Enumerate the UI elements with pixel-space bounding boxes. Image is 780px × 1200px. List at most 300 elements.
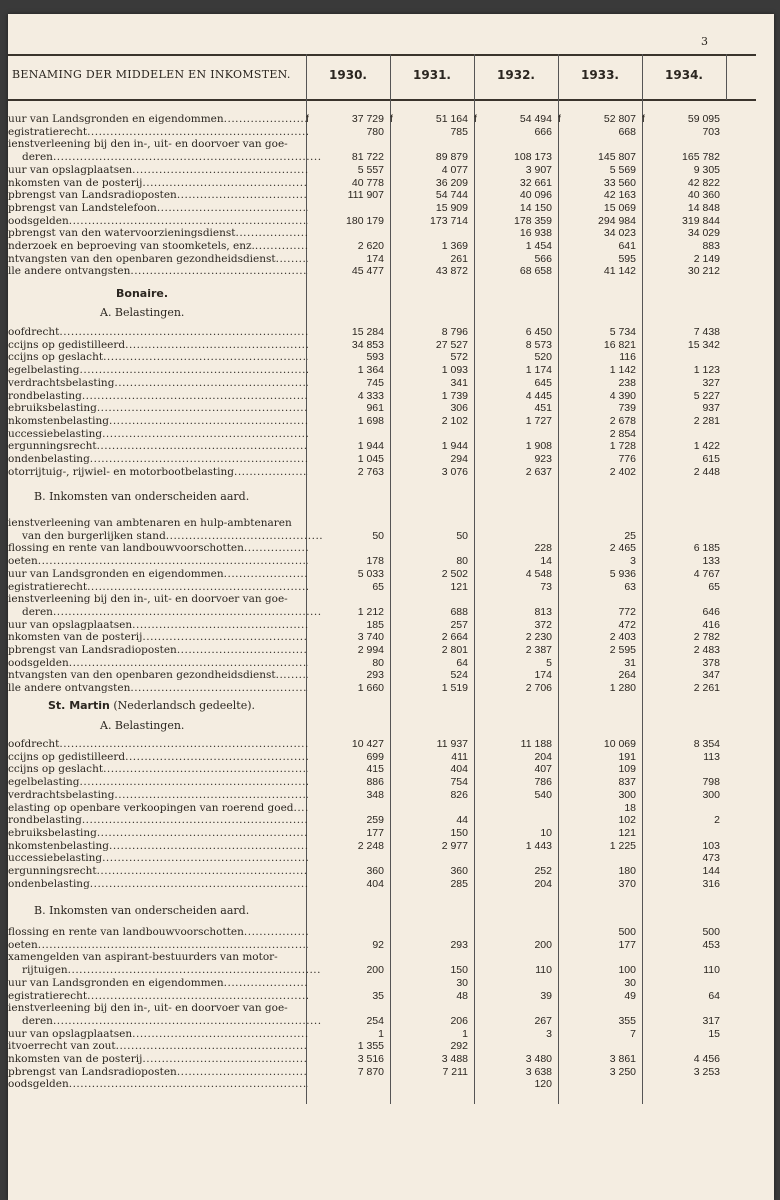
row-value: 257: [450, 618, 468, 631]
row-value: 50: [456, 529, 468, 542]
row-value: 472: [618, 618, 636, 631]
row-value: 2 637: [525, 465, 552, 478]
row-label: deren .....: [8, 606, 322, 619]
row-value: 4 077: [441, 163, 468, 176]
row-value: 165 782: [682, 151, 720, 164]
year-1930: 1930.: [329, 68, 367, 82]
row-value: 813: [534, 605, 552, 618]
row-value: 645: [534, 376, 552, 389]
row-value: 34 029: [687, 227, 720, 240]
table-row: [8, 164, 768, 177]
row-value: 641: [618, 240, 636, 252]
document-page: [8, 14, 774, 1200]
table-row: [8, 440, 768, 453]
row-value: 100: [618, 964, 636, 977]
column-title: BENAMING DER MIDDELEN EN INKOMSTEN.: [12, 68, 291, 81]
table-row: [8, 151, 768, 164]
row-value: 785: [450, 125, 468, 138]
table-row: [8, 415, 768, 428]
row-value: 11 188: [520, 738, 552, 750]
row-value: 10 427: [351, 738, 384, 750]
row-label: uur van opslagplaatsen .....: [8, 164, 308, 177]
row-value: 453: [702, 938, 720, 951]
row-value: 54 744: [435, 189, 468, 202]
row-value: 372: [534, 618, 552, 631]
row-value: 473: [702, 852, 720, 865]
row-value: 110: [703, 964, 720, 977]
subsection-a-st-martin: A. Belastingen.: [100, 719, 185, 732]
row-label: pbrengst van Landsradioposten .....: [8, 1066, 308, 1079]
row-label: ccijns op geslacht .....: [8, 763, 308, 776]
row-value: 1 908: [525, 440, 552, 453]
row-value: 44: [456, 814, 468, 827]
table-row: [8, 339, 768, 352]
row-value: 2 763: [357, 465, 384, 478]
row-value: 500: [618, 926, 636, 938]
row-label: nderzoek en beproeving van stoomketels, enz. .....: [8, 240, 308, 253]
row-value: 294 984: [598, 214, 636, 227]
table-row: [8, 240, 768, 253]
row-value: 1 123: [693, 364, 720, 377]
row-value: 1 660: [357, 682, 384, 695]
table-row: [8, 1040, 768, 1053]
table-row: [8, 802, 768, 815]
row-value: 2 678: [609, 414, 636, 427]
row-value: 73: [540, 580, 552, 593]
row-value: 615: [702, 453, 720, 465]
row-value: 40 096: [519, 189, 552, 202]
top-rule: [8, 54, 756, 56]
row-value: 2 664: [441, 631, 468, 644]
row-value: 3 638: [525, 1065, 552, 1078]
row-value: 3 076: [441, 465, 468, 478]
row-value: 1 698: [357, 414, 384, 427]
row-value: 109: [618, 763, 636, 776]
row-value: 252: [534, 865, 552, 877]
row-value: 370: [618, 877, 636, 890]
table-row: [8, 631, 768, 644]
row-value: 185: [366, 618, 384, 631]
currency-symbol: f: [558, 113, 561, 125]
table-row: [8, 1028, 768, 1041]
row-value: 9 305: [693, 163, 720, 176]
table-row: [8, 253, 768, 266]
row-value: 43 872: [435, 265, 468, 278]
row-value: 15 342: [687, 338, 720, 351]
row-value: 355: [618, 1014, 636, 1027]
row-value: 49: [624, 989, 636, 1002]
row-value: 48: [456, 989, 468, 1002]
row-value: 173 714: [430, 214, 468, 227]
row-value: 360: [450, 865, 468, 877]
row-value: 54 494: [519, 113, 552, 125]
row-value: 267: [534, 1014, 552, 1027]
row-label: egelbelasting .....: [8, 776, 308, 789]
table-row: [8, 402, 768, 415]
row-value: 745: [366, 376, 384, 389]
row-value: 837: [618, 776, 636, 789]
table-row: [8, 776, 768, 789]
row-value: 883: [702, 240, 720, 252]
row-label: ccijns op gedistilleerd .....: [8, 751, 308, 764]
row-value: 2 248: [357, 839, 384, 852]
row-value: 520: [534, 351, 552, 364]
table-row: [8, 878, 768, 891]
row-value: 2 403: [609, 631, 636, 644]
row-value: 254: [366, 1014, 384, 1027]
table-row: [8, 126, 768, 139]
row-value: 52 807: [603, 113, 636, 125]
row-value: 1 944: [357, 440, 384, 453]
row-value: 1 093: [441, 364, 468, 377]
row-value: 1 728: [609, 440, 636, 453]
row-label: uur van Landsgronden en eigendommen .....: [8, 113, 308, 126]
table-row: [8, 738, 768, 751]
row-label: pbrengst van Landstelefoon .....: [8, 202, 308, 215]
row-value: 500: [702, 926, 720, 938]
row-value: 886: [366, 776, 384, 789]
row-value: 1 174: [525, 364, 552, 377]
row-value: 30: [456, 976, 468, 989]
row-value: 2 994: [357, 644, 384, 656]
row-value: 133: [702, 555, 720, 568]
row-value: 50: [372, 529, 384, 542]
row-value: 1 369: [441, 240, 468, 252]
row-value: 416: [702, 618, 720, 631]
table-row: [8, 326, 768, 339]
row-value: 14: [540, 555, 552, 568]
table-row: [8, 1015, 768, 1028]
row-value: 2 465: [609, 542, 636, 555]
row-value: 4 767: [693, 567, 720, 580]
row-value: 103: [702, 839, 720, 852]
table-row: [8, 1053, 768, 1066]
row-value: 347: [702, 669, 720, 682]
currency-symbol: f: [390, 113, 393, 125]
table-row: [8, 669, 768, 682]
row-value: 110: [535, 964, 552, 977]
row-value: 34 023: [603, 227, 636, 240]
row-value: 2 483: [693, 644, 720, 656]
row-value: 40 360: [687, 189, 720, 202]
currency-symbol: f: [642, 113, 645, 125]
row-value: 3 907: [525, 163, 552, 176]
row-label: oeten .....: [8, 555, 308, 568]
row-value: 3 480: [525, 1053, 552, 1065]
row-value: 5 227: [693, 389, 720, 402]
row-value: 1 422: [693, 440, 720, 453]
row-value: 772: [618, 605, 636, 618]
row-value: 2 281: [693, 414, 720, 427]
row-value: 8 354: [693, 738, 720, 750]
row-label: flossing en rente van landbouwvoorschotten .....: [8, 926, 308, 939]
row-value: 39: [540, 989, 552, 1002]
row-value: 1 443: [525, 839, 552, 852]
row-value: 341: [450, 376, 468, 389]
row-value: 15 069: [603, 201, 636, 214]
subsection-b-bonaire: B. Inkomsten van onderscheiden aard.: [34, 490, 250, 503]
row-label: nkomstenbelasting .....: [8, 415, 308, 428]
row-value: 540: [534, 788, 552, 801]
row-value: 204: [534, 877, 552, 890]
row-value: 89 879: [435, 151, 468, 164]
table-row: [8, 1078, 768, 1091]
row-value: 1 727: [525, 414, 552, 427]
row-value: 1 454: [525, 240, 552, 252]
row-value: 2 854: [609, 427, 636, 440]
row-value: 1 280: [609, 682, 636, 695]
row-value: 294: [450, 453, 468, 465]
row-value: 2 102: [441, 414, 468, 427]
row-value: 776: [618, 453, 636, 465]
table-row: [8, 644, 768, 657]
row-value: 1: [378, 1027, 384, 1040]
row-value: 33 560: [603, 176, 636, 189]
row-value: 780: [366, 125, 384, 138]
row-value: 826: [450, 788, 468, 801]
row-label: nkomsten van de posterij .....: [8, 1053, 308, 1066]
row-value: 327: [702, 376, 720, 389]
row-value: 404: [366, 877, 384, 890]
row-value: 4 548: [525, 567, 552, 580]
row-value: 14 848: [687, 201, 720, 214]
row-value: 688: [450, 605, 468, 618]
row-value: 415: [366, 763, 384, 776]
row-label: ebruiksbelasting .....: [8, 402, 308, 415]
table-row: [8, 951, 768, 964]
row-value: 64: [708, 989, 720, 1002]
row-value: 150: [450, 964, 468, 977]
row-value: 404: [450, 763, 468, 776]
table-row: [8, 977, 768, 990]
table-row: [8, 990, 768, 1003]
header-rule: [8, 99, 756, 101]
row-label: deren .....: [8, 151, 322, 164]
row-value: 595: [618, 252, 636, 265]
row-value: 5 033: [357, 567, 384, 580]
table-row: [8, 840, 768, 853]
table-row: [8, 113, 768, 126]
row-value: 566: [534, 252, 552, 265]
row-value: 739: [618, 402, 636, 415]
row-value: 798: [702, 776, 720, 789]
row-label: egistratierecht .....: [8, 581, 308, 594]
row-value: 754: [450, 776, 468, 789]
row-value: 300: [702, 788, 720, 801]
row-value: 204: [534, 750, 552, 763]
row-label: verdrachtsbelasting .....: [8, 789, 308, 802]
row-value: 2 595: [609, 644, 636, 656]
row-value: 2 977: [441, 839, 468, 852]
table-row: [8, 682, 768, 695]
row-value: 2: [714, 814, 720, 827]
row-value: 5 936: [609, 567, 636, 580]
table-row: [8, 517, 768, 530]
table-row: [8, 852, 768, 865]
table-row: [8, 377, 768, 390]
row-label: oofdrecht .....: [8, 326, 308, 339]
table-row: [8, 189, 768, 202]
row-label: egistratierecht .....: [8, 126, 308, 139]
row-value: 3: [630, 555, 636, 568]
row-value: 108 173: [514, 151, 552, 164]
row-value: 407: [534, 763, 552, 776]
row-value: 6 450: [525, 326, 552, 338]
row-value: 63: [624, 580, 636, 593]
row-value: 666: [534, 125, 552, 138]
row-value: 264: [618, 669, 636, 682]
row-label: elasting op openbare verkoopingen van roerend goed .....: [8, 802, 308, 815]
row-value: 3 861: [609, 1053, 636, 1065]
table-row: [8, 265, 768, 278]
row-value: 16 938: [519, 227, 552, 240]
row-label: ntvangsten van den openbaren gezondheidsdienst .....: [8, 669, 308, 682]
table-row: [8, 814, 768, 827]
row-value: 259: [366, 814, 384, 827]
table-row: [8, 138, 768, 151]
table-row: [8, 751, 768, 764]
row-value: 3: [546, 1027, 552, 1040]
row-value: 4 390: [609, 389, 636, 402]
row-value: 2 502: [441, 567, 468, 580]
row-label: egistratierecht .....: [8, 990, 308, 1003]
row-label: nkomsten van de posterij .....: [8, 177, 308, 190]
row-value: 10 069: [603, 738, 636, 750]
row-value: 41 142: [603, 265, 636, 278]
row-value: 451: [534, 402, 552, 415]
row-value: 35: [372, 989, 384, 1002]
row-label: oofdrecht .....: [8, 738, 308, 751]
column-divider: [726, 54, 727, 100]
row-value: 121: [450, 580, 468, 593]
table-row: [8, 789, 768, 802]
table-row: [8, 657, 768, 670]
row-value: 111 907: [347, 189, 384, 202]
row-value: 348: [366, 788, 384, 801]
row-value: 7 211: [442, 1065, 468, 1078]
row-label: ondenbelasting .....: [8, 453, 308, 466]
row-label: otorrijtuig-, rijwiel- en motorbootbelasting .....: [8, 466, 308, 479]
row-value: 121: [618, 826, 636, 839]
row-value: 8 796: [441, 326, 468, 338]
row-value: 177: [618, 938, 636, 951]
row-label: deren .....: [8, 1015, 322, 1028]
row-value: 178 359: [514, 214, 552, 227]
row-value: 15 284: [351, 326, 384, 338]
table-row: [8, 202, 768, 215]
row-value: 32 661: [519, 176, 552, 189]
page-number: 3: [701, 35, 708, 48]
row-value: 1 355: [357, 1040, 384, 1053]
row-value: 2 620: [357, 240, 384, 252]
row-value: 319 844: [682, 214, 720, 227]
table-row: [8, 542, 768, 555]
row-value: 2 706: [525, 682, 552, 695]
row-value: 3 516: [357, 1053, 384, 1065]
table-row: [8, 593, 768, 606]
table-row: [8, 555, 768, 568]
row-value: 206: [450, 1014, 468, 1027]
table-row: [8, 964, 768, 977]
row-value: 6 185: [693, 542, 720, 555]
row-label: van den burgerlijken stand .....: [8, 530, 322, 543]
row-value: 7 870: [357, 1065, 384, 1078]
table-row: [8, 1066, 768, 1079]
row-value: 1 944: [441, 440, 468, 453]
row-value: 2 230: [525, 631, 552, 644]
row-value: 15: [708, 1027, 720, 1040]
row-value: 10: [540, 826, 552, 839]
row-label: uur van opslagplaatsen .....: [8, 1028, 308, 1041]
row-value: 593: [366, 351, 384, 364]
table-row: [8, 939, 768, 952]
row-value: 31: [624, 656, 636, 669]
row-value: 200: [534, 938, 552, 951]
row-value: 228: [534, 542, 552, 555]
table-row: [8, 619, 768, 632]
row-value: 8 573: [525, 338, 552, 351]
row-value: 36 209: [435, 176, 468, 189]
row-value: 145 807: [598, 151, 636, 164]
row-value: 1 739: [441, 389, 468, 402]
table-row: [8, 390, 768, 403]
row-value: 300: [618, 788, 636, 801]
section-title-st-martin: [48, 699, 255, 712]
table-row: [8, 1002, 768, 1015]
row-value: 27 527: [435, 338, 468, 351]
row-value: 937: [702, 402, 720, 415]
row-value: 37 729: [351, 113, 384, 125]
row-label: uur van Landsgronden en eigendommen .....: [8, 568, 308, 581]
row-label: oeten .....: [8, 939, 308, 952]
row-label: oodsgelden .....: [8, 1078, 308, 1091]
row-value: 2 801: [441, 644, 468, 656]
row-value: 1: [462, 1027, 468, 1040]
year-1932: 1932.: [497, 68, 535, 82]
row-value: 238: [618, 376, 636, 389]
table-row: [8, 530, 768, 543]
row-value: 261: [450, 252, 468, 265]
row-value: 65: [372, 580, 384, 593]
row-label: lle andere ontvangsten .....: [8, 682, 308, 695]
row-value: 174: [366, 252, 384, 265]
row-value: 116: [619, 351, 636, 364]
table-row: [8, 177, 768, 190]
row-label: ienstverleening bij den in-, uit- en doorvoer van goe-: [8, 593, 288, 606]
row-value: 180: [618, 865, 636, 877]
row-value: 42 163: [603, 189, 636, 202]
row-label: oodsgelden .....: [8, 215, 308, 228]
row-label: ergunningsrecht .....: [8, 865, 308, 878]
subsection-a-bonaire: A. Belastingen.: [100, 306, 185, 319]
row-value: 178: [366, 555, 384, 568]
row-value: 34 853: [351, 338, 384, 351]
row-value: 5: [546, 656, 552, 669]
row-value: 191: [618, 750, 636, 763]
row-value: 5 569: [609, 163, 636, 176]
row-value: 40 778: [351, 176, 384, 189]
subsection-b-st-martin: B. Inkomsten van onderscheiden aard.: [34, 904, 250, 917]
table-row: [8, 568, 768, 581]
row-label: rondbelasting .....: [8, 390, 308, 403]
row-value: 30 212: [687, 265, 720, 278]
row-value: 4 333: [357, 389, 384, 402]
row-value: 3 488: [441, 1053, 468, 1065]
row-label: ienstverleening bij den in-, uit- en doorvoer van goe-: [8, 138, 288, 151]
row-value: 81 722: [351, 151, 384, 164]
row-value: 1 142: [609, 364, 636, 377]
st-martin-name: St. Martin: [48, 699, 110, 712]
